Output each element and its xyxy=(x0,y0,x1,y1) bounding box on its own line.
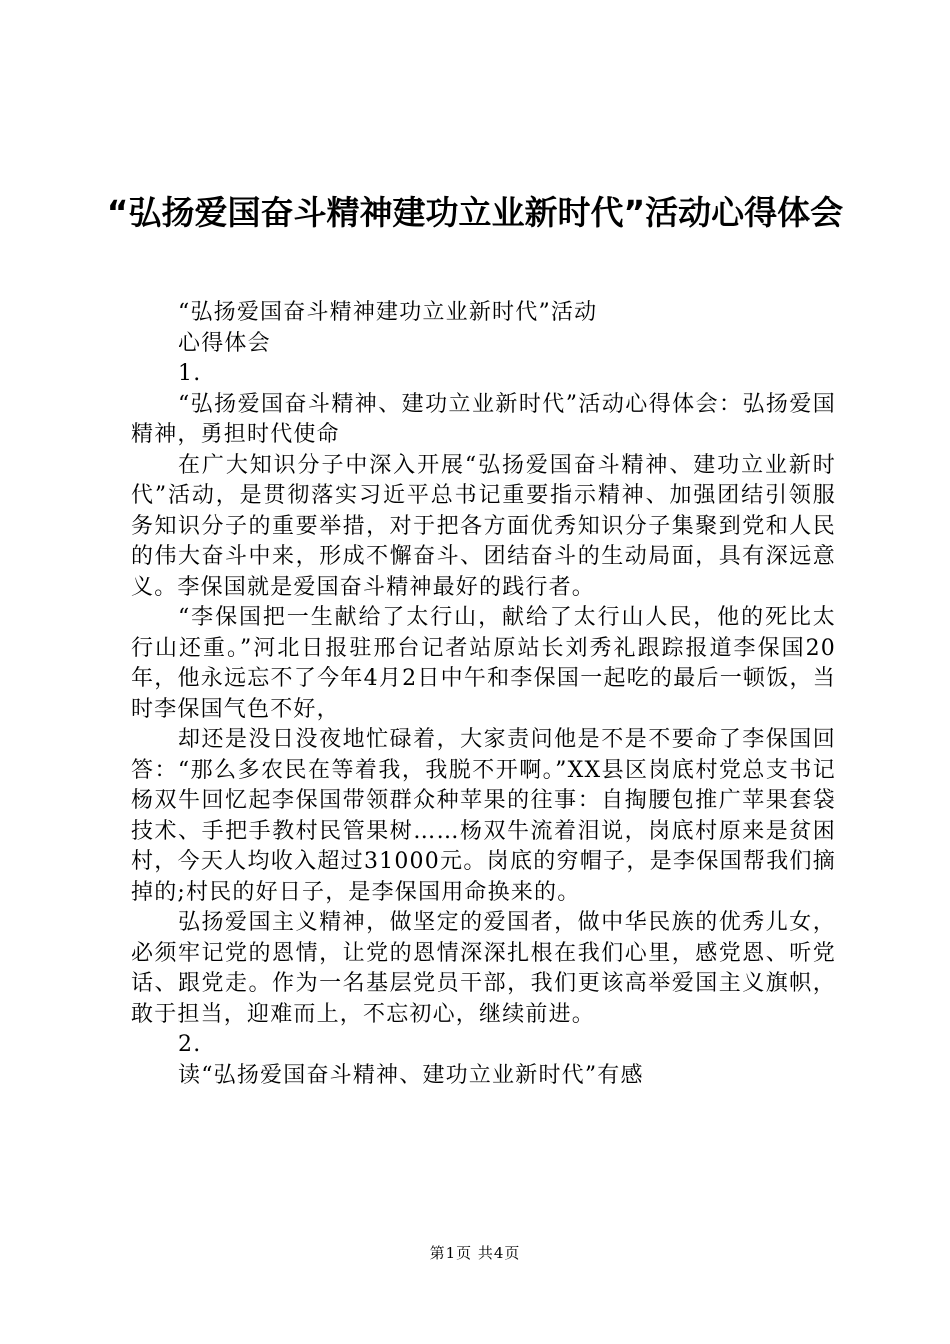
paragraph-3: 却还是没日没夜地忙碌着，大家责问他是不是不要命了李保国回答：“那么多农民在等着我，我脱不开啊。”XX县区岗底村党总支书记杨双牛回忆起李保国带领群众种苹果的往事：自掏腰包推广苹果套袋技术、手把手教村民管果树……杨双牛流着泪说，岗底村原来是贫困村，今天人均收入超过31000元。岗底的穷帽子，是李保国帮我们摘掉的;村民的好日子，是李保国用命换来的。 xyxy=(131,727,836,905)
subtitle-line-2: 心得体会 xyxy=(178,330,271,356)
paragraph-2: “李保国把一生献给了太行山，献给了太行山人民，他的死比太行山还重。”河北日报驻邢台记者站原站长刘秀礼跟踪报道李保国20年，他永远忘不了今年4月2日中午和李保国一起吃的最后一顿饭，当时李保国气色不好， xyxy=(131,605,836,722)
subtitle-line-1: “弘扬爱国奋斗精神建功立业新时代”活动 xyxy=(178,300,598,325)
paragraph-1: 在广大知识分子中深入开展“弘扬爱国奋斗精神、建功立业新时代”活动，是贯彻落实习近平总书记重要指示精神、加强团结引领服务知识分子的重要举措，对于把各方面优秀知识分子集聚到党和人民的伟大奋斗中来，形成不懈奋斗、团结奋斗的生动局面，具有深远意义。李保国就是爱国奋斗精神最好的践行者。 xyxy=(131,452,836,600)
section-2-heading: 读“弘扬爱国奋斗精神、建功立业新时代”有感 xyxy=(178,1062,644,1088)
section-1-heading: “弘扬爱国奋斗精神、建功立业新时代”活动心得体会：弘扬爱国精神，勇担时代使命 xyxy=(131,391,836,447)
document-body xyxy=(131,298,836,1091)
document-title: “弘扬爱国奋斗精神建功立业新时代”活动心得体会 xyxy=(106,193,844,232)
section-1-number: 1. xyxy=(178,361,202,386)
page-footer: 第1页 共4页 xyxy=(429,1244,521,1262)
section-2-number: 2. xyxy=(178,1032,202,1057)
paragraph-4: 弘扬爱国主义精神，做坚定的爱国者，做中华民族的优秀儿女，必须牢记党的恩情，让党的恩情深深扎根在我们心里，感党恩、听党话、跟党走。作为一名基层党员干部，我们更该高举爱国主义旗帜，敢于担当，迎难而上，不忘初心，继续前进。 xyxy=(131,910,836,1027)
